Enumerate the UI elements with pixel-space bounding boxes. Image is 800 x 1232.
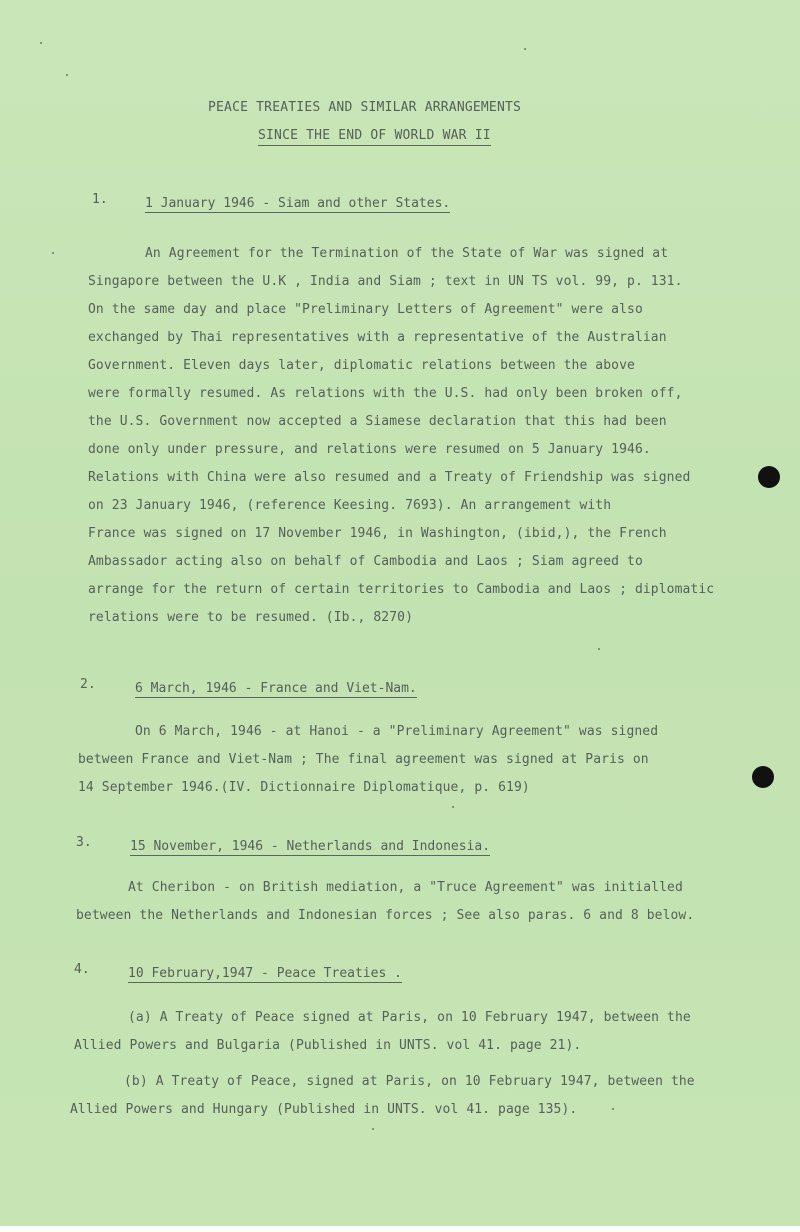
- document-title-line1: PEACE TREATIES AND SIMILAR ARRANGEMENTS: [208, 100, 522, 115]
- section-2-line: between France and Viet-Nam ; The final agreement was signed at Paris on: [78, 752, 649, 767]
- section-1-line: the U.S. Government now accepted a Siamese declaration that this had been: [88, 414, 667, 429]
- section-1-line: On the same day and place "Preliminary Letters of Agreement" were also: [88, 302, 643, 317]
- section-1-line: Singapore between the U.K , India and Siam ; text in UN TS vol. 99, p. 131.: [88, 274, 683, 289]
- section-2-line: 14 September 1946.(IV. Dictionnaire Diplomatique, p. 619): [78, 780, 530, 795]
- section-1-number: 1.: [92, 192, 108, 207]
- section-3-line: At Cheribon - on British mediation, a "Truce Agreement" was initialled: [128, 880, 683, 895]
- section-1-line: France was signed on 17 November 1946, in Washington, (ibid,), the French: [88, 526, 667, 541]
- section-3-number: 3.: [76, 835, 92, 850]
- section-2-line: On 6 March, 1946 - at Hanoi - a "Preliminary Agreement" was signed: [135, 724, 659, 739]
- punch-hole: [758, 466, 780, 488]
- section-1-line: on 23 January 1946, (reference Keesing. 7693). An arrangement with: [88, 498, 612, 513]
- section-1-line: relations were to be resumed. (Ib., 8270): [88, 610, 413, 625]
- document-title-line2: SINCE THE END OF WORLD WAR II: [258, 128, 491, 146]
- page-bottom-edge: [0, 1226, 800, 1232]
- section-3-heading: 15 November, 1946 - Netherlands and Indonesia.: [130, 839, 491, 854]
- section-4-line: Allied Powers and Bulgaria (Published in UNTS. vol 41. page 21).: [74, 1038, 582, 1053]
- section-1-line: were formally resumed. As relations with the U.S. had only been broken off,: [88, 386, 683, 401]
- section-4-number: 4.: [74, 962, 90, 977]
- section-1-line: Relations with China were also resumed and a Treaty of Friendship was signed: [88, 470, 691, 485]
- section-4-line: Allied Powers and Hungary (Published in UNTS. vol 41. page 135).: [70, 1102, 578, 1117]
- section-1-line: Ambassador acting also on behalf of Cambodia and Laos ; Siam agreed to: [88, 554, 643, 569]
- section-1-line: Government. Eleven days later, diplomatic relations between the above: [88, 358, 635, 373]
- section-1-line: An Agreement for the Termination of the State of War was signed at: [145, 246, 669, 261]
- scan-speck: [66, 74, 68, 76]
- scan-speck: [524, 48, 526, 50]
- punch-hole: [752, 766, 774, 788]
- scan-speck: [40, 42, 42, 44]
- section-3-line: between the Netherlands and Indonesian forces ; See also paras. 6 and 8 below.: [76, 908, 695, 923]
- section-1-line: arrange for the return of certain territories to Cambodia and Laos ; diplomatic: [88, 582, 715, 597]
- section-4-heading: 10 February,1947 - Peace Treaties .: [128, 966, 402, 981]
- section-2-number: 2.: [80, 677, 96, 692]
- section-4-line: (b) A Treaty of Peace, signed at Paris, on 10 February 1947, between the: [124, 1074, 695, 1089]
- section-2-heading: 6 March, 1946 - France and Viet-Nam.: [135, 681, 417, 696]
- scan-speck: [372, 1128, 374, 1130]
- section-1-line: exchanged by Thai representatives with a representative of the Australian: [88, 330, 667, 345]
- scan-speck: [598, 648, 600, 650]
- scan-speck: [452, 806, 454, 808]
- scan-speck: [52, 252, 54, 254]
- section-4-line: (a) A Treaty of Peace signed at Paris, on 10 February 1947, between the: [128, 1010, 691, 1025]
- section-1-line: done only under pressure, and relations were resumed on 5 January 1946.: [88, 442, 651, 457]
- section-1-heading: 1 January 1946 - Siam and other States.: [145, 196, 451, 211]
- scan-speck: [612, 1108, 614, 1110]
